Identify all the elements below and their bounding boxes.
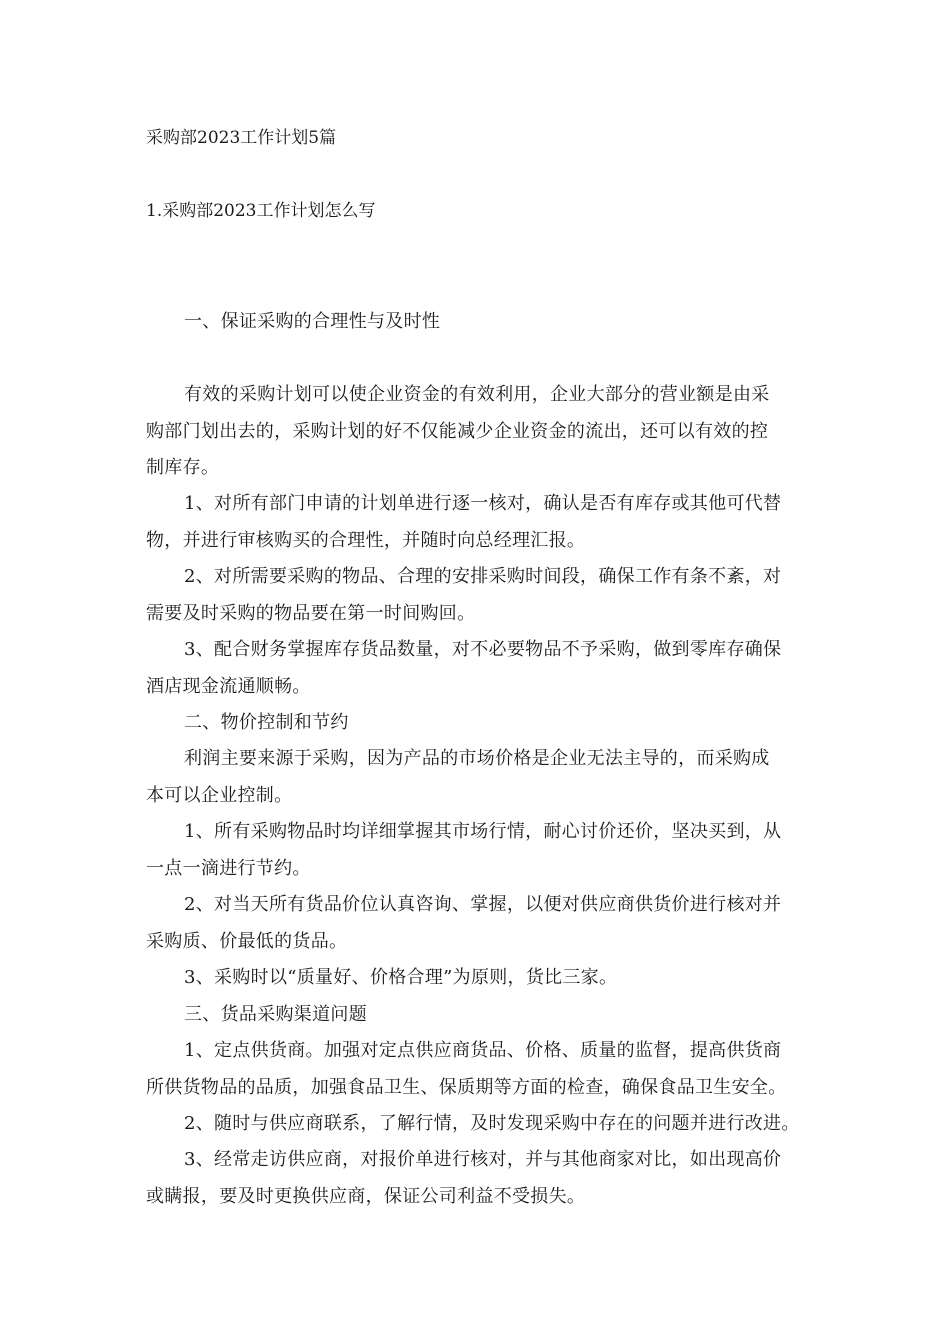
paragraph-line: 有效的采购计划可以使企业资金的有效利用，企业大部分的营业额是由采 xyxy=(184,384,770,405)
paragraph-line: 2、对当天所有货品价位认真咨询、掌握，以便对供应商供货价进行核对并 xyxy=(184,894,782,915)
paragraph-line: 3、经常走访供应商，对报价单进行核对，并与其他商家对比，如出现高价 xyxy=(184,1149,782,1170)
paragraph-line: 1、所有采购物品时均详细掌握其市场行情，耐心讨价还价，坚决买到，从 xyxy=(184,821,782,842)
paragraph-line: 物，并进行审核购买的合理性，并随时向总经理汇报。 xyxy=(146,530,586,551)
paragraph-line: 1、定点供货商。加强对定点供应商货品、价格、质量的监督，提高供货商 xyxy=(184,1040,782,1061)
paragraph-line: 3、配合财务掌握库存货品数量，对不必要物品不予采购，做到零库存确保 xyxy=(184,639,782,660)
heading-3: 三、货品采购渠道问题 xyxy=(184,1004,367,1025)
paragraph-line: 3、采购时以“质量好、价格合理”为原则，货比三家。 xyxy=(184,967,618,988)
paragraph-line: 购部门划出去的，采购计划的好不仅能减少企业资金的流出，还可以有效的控 xyxy=(146,421,769,442)
paragraph-line: 需要及时采购的物品要在第一时间购回。 xyxy=(146,603,476,624)
paragraph-line: 制库存。 xyxy=(146,457,220,478)
paragraph-line: 所供货物品的品质，加强食品卫生、保质期等方面的检查，确保食品卫生安全。 xyxy=(146,1077,787,1098)
paragraph-line: 2、随时与供应商联系，了解行情，及时发现采购中存在的问题并进行改进。 xyxy=(184,1113,800,1134)
paragraph-line: 本可以企业控制。 xyxy=(146,785,293,806)
paragraph-line: 1、对所有部门申请的计划单进行逐一核对，确认是否有库存或其他可代替 xyxy=(184,493,782,514)
paragraph-line: 利润主要来源于采购，因为产品的市场价格是企业无法主导的，而采购成 xyxy=(184,748,770,769)
heading-1: 一、保证采购的合理性与及时性 xyxy=(184,311,441,332)
paragraph-line: 采购质、价最低的货品。 xyxy=(146,931,348,952)
paragraph-line: 或瞒报，要及时更换供应商，保证公司利益不受损失。 xyxy=(146,1186,586,1207)
paragraph-line: 2、对所需要采购的物品、合理的安排采购时间段，确保工作有条不紊，对 xyxy=(184,566,782,587)
paragraph-line: 酒店现金流通顺畅。 xyxy=(146,676,311,697)
document-title: 采购部2023工作计划5篇 xyxy=(146,128,337,148)
paragraph-line: 一点一滴进行节约。 xyxy=(146,858,311,879)
heading-2: 二、物价控制和节约 xyxy=(184,712,349,733)
section-heading: 1.采购部2023工作计划怎么写 xyxy=(146,201,376,221)
